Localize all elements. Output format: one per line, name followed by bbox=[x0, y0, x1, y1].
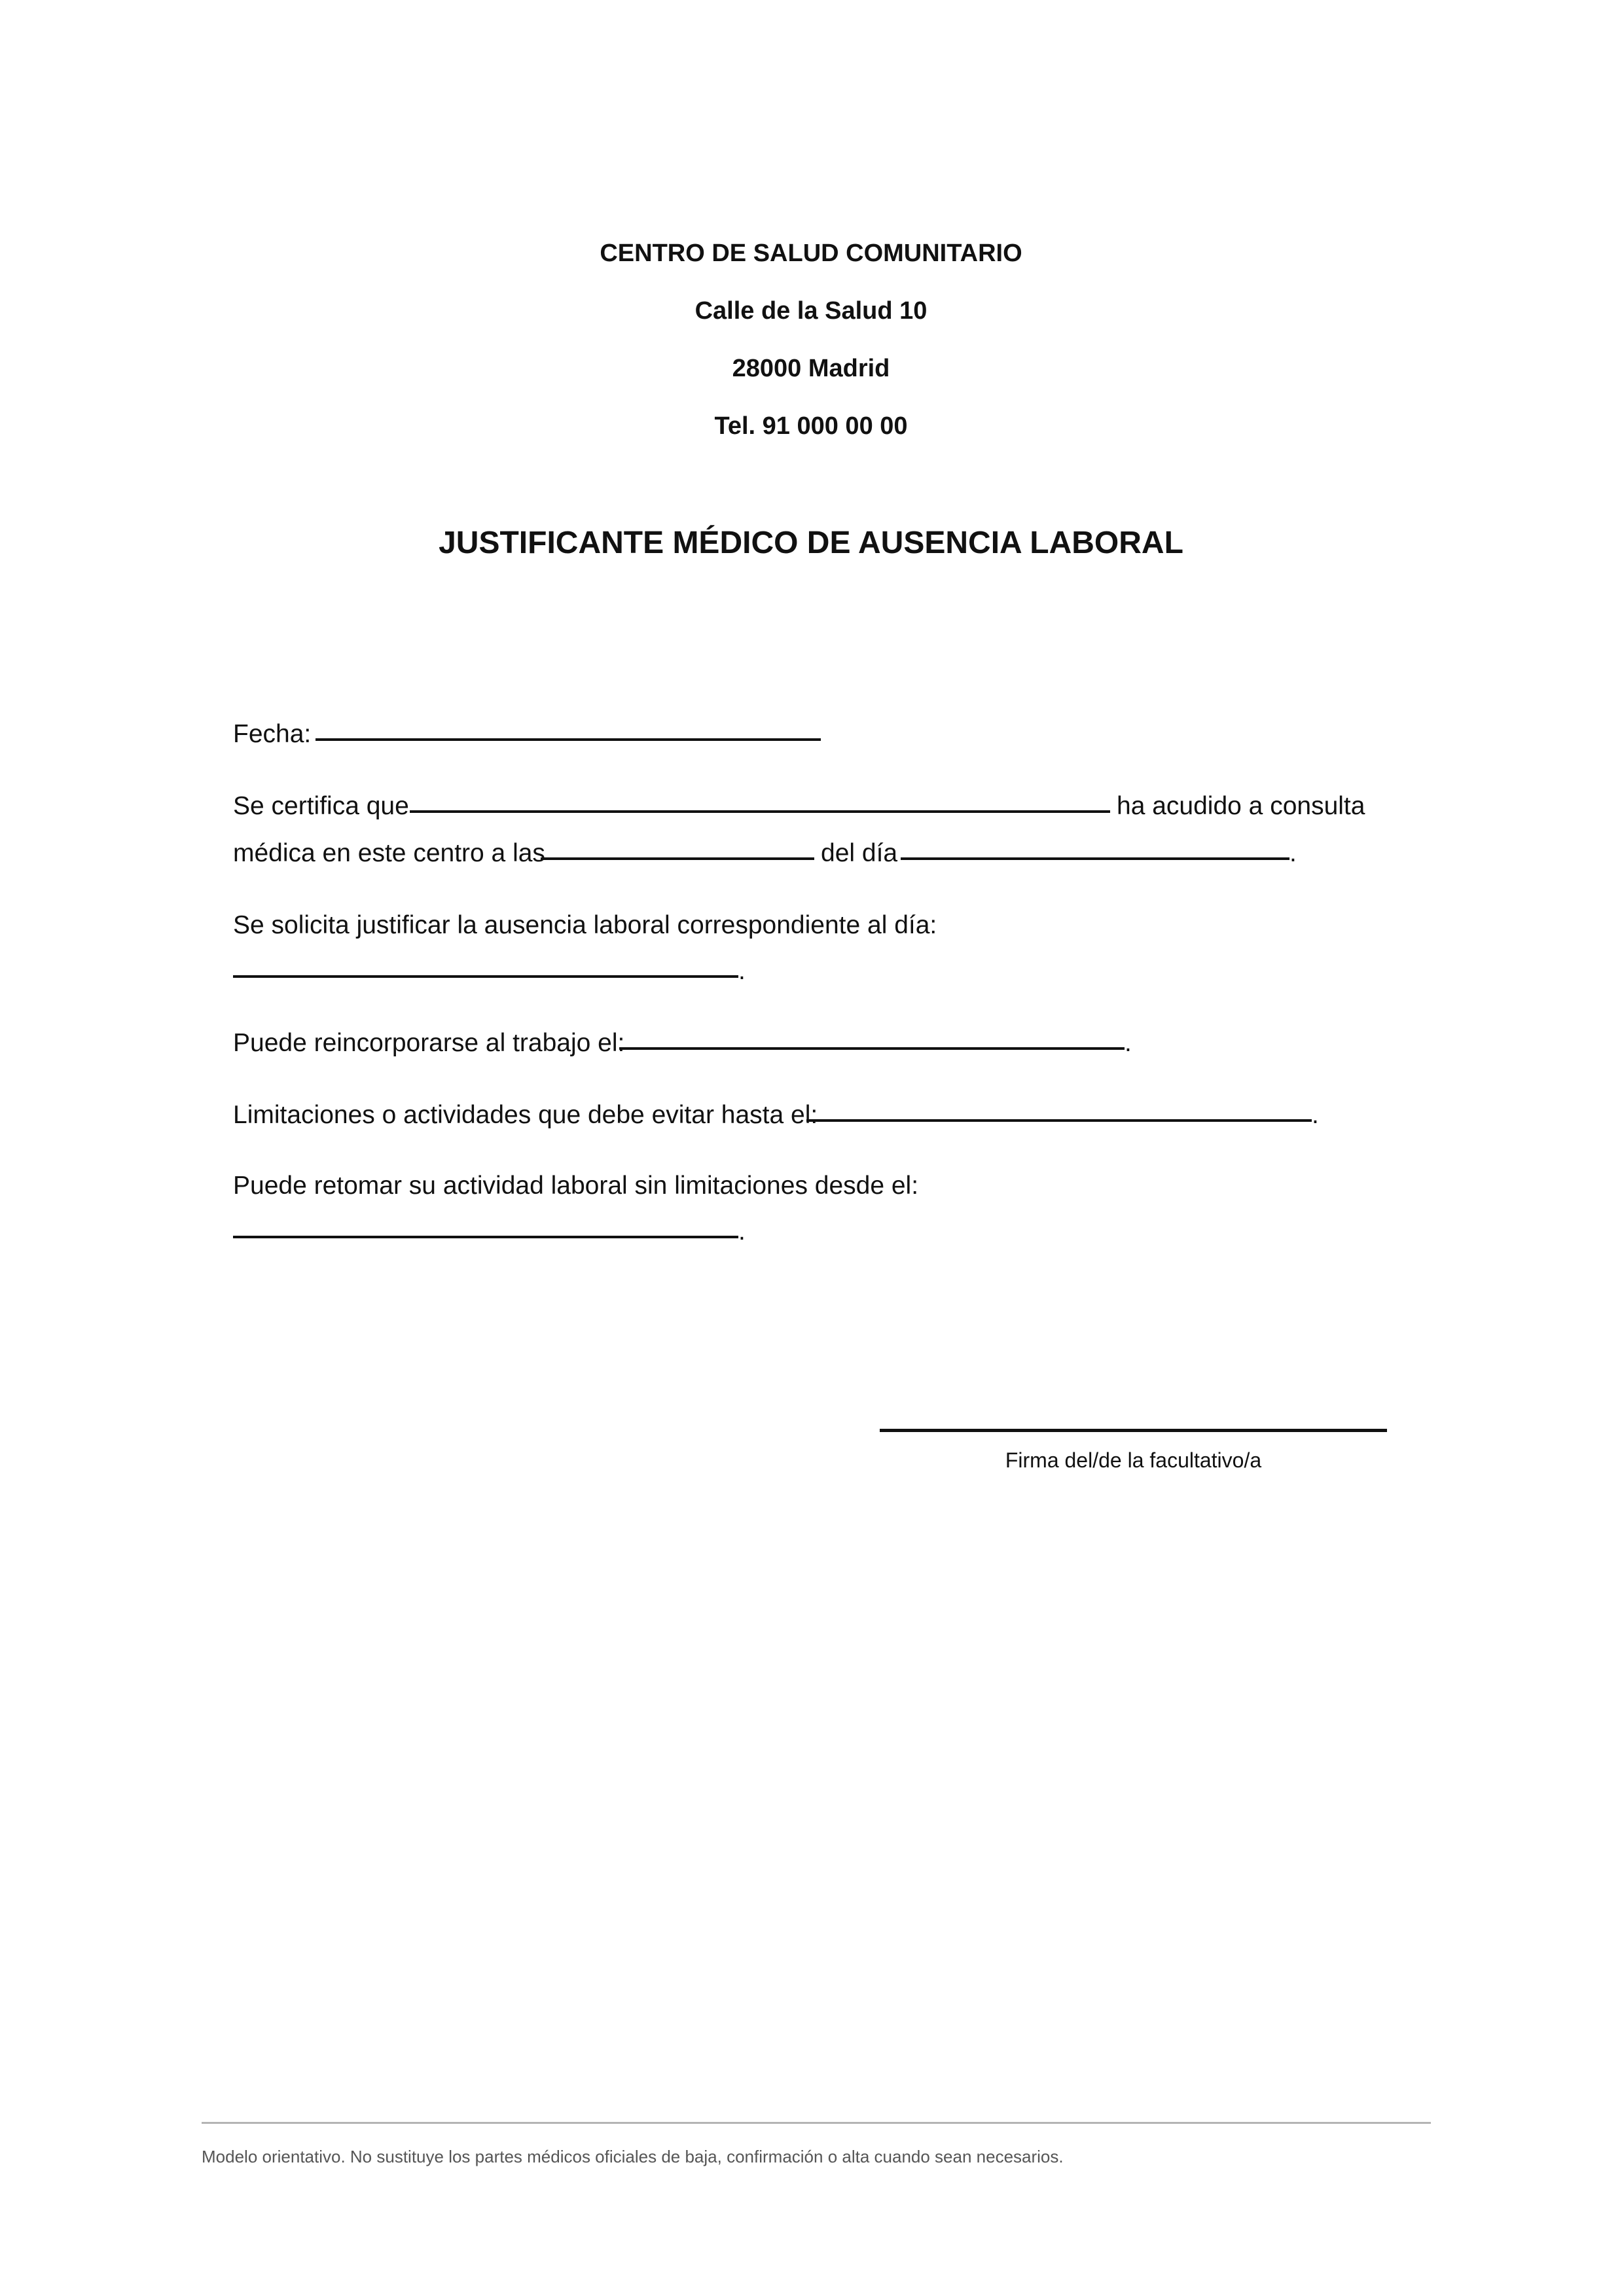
limitaciones-field[interactable] bbox=[806, 1119, 1312, 1122]
consulta-hora-field[interactable] bbox=[541, 857, 814, 860]
fecha-label: Fecha: bbox=[233, 720, 312, 748]
ausencia-label: Se solicita justificar la ausencia laboral correspondiente al día: bbox=[233, 911, 937, 939]
retomar-field[interactable] bbox=[233, 1236, 738, 1238]
consulta-middle: del día bbox=[821, 839, 898, 867]
center-city: 28000 Madrid bbox=[732, 355, 890, 382]
signature-caption: Firma del/de la facultativo/a bbox=[1005, 1448, 1262, 1472]
certifica-suffix: ha acudido a consulta bbox=[1117, 792, 1365, 820]
consulta-end: . bbox=[1289, 839, 1297, 867]
center-name: CENTRO DE SALUD COMUNITARIO bbox=[600, 240, 1022, 267]
retomar-label: Puede retomar su actividad laboral sin limitaciones desde el: bbox=[233, 1172, 919, 1200]
center-phone: Tel. 91 000 00 00 bbox=[714, 412, 908, 440]
limitaciones-label: Limitaciones o actividades que debe evitar hasta el: bbox=[233, 1101, 818, 1129]
retomar-end: . bbox=[738, 1217, 746, 1246]
ausencia-dia-field[interactable] bbox=[233, 975, 738, 978]
footer-divider bbox=[202, 2122, 1431, 2124]
signature-line[interactable] bbox=[880, 1429, 1387, 1432]
reincorporarse-field[interactable] bbox=[619, 1047, 1125, 1050]
patient-name-field[interactable] bbox=[410, 810, 1110, 813]
reincorporarse-label: Puede reincorporarse al trabajo el: bbox=[233, 1029, 625, 1057]
footer-note: Modelo orientativo. No sustituye los partes médicos oficiales de baja, confirmación o alta cuando sean necesarios. bbox=[202, 2147, 1064, 2166]
fecha-field[interactable] bbox=[315, 738, 821, 741]
document-title: JUSTIFICANTE MÉDICO DE AUSENCIA LABORAL bbox=[439, 526, 1183, 560]
limitaciones-end: . bbox=[1312, 1101, 1319, 1129]
center-address: Calle de la Salud 10 bbox=[694, 297, 928, 325]
certifica-prefix: Se certifica que bbox=[233, 792, 409, 820]
ausencia-end: . bbox=[738, 957, 746, 985]
consulta-dia-field[interactable] bbox=[901, 857, 1289, 860]
consulta-prefix: médica en este centro a las bbox=[233, 839, 545, 867]
reincorporarse-end: . bbox=[1125, 1029, 1132, 1057]
